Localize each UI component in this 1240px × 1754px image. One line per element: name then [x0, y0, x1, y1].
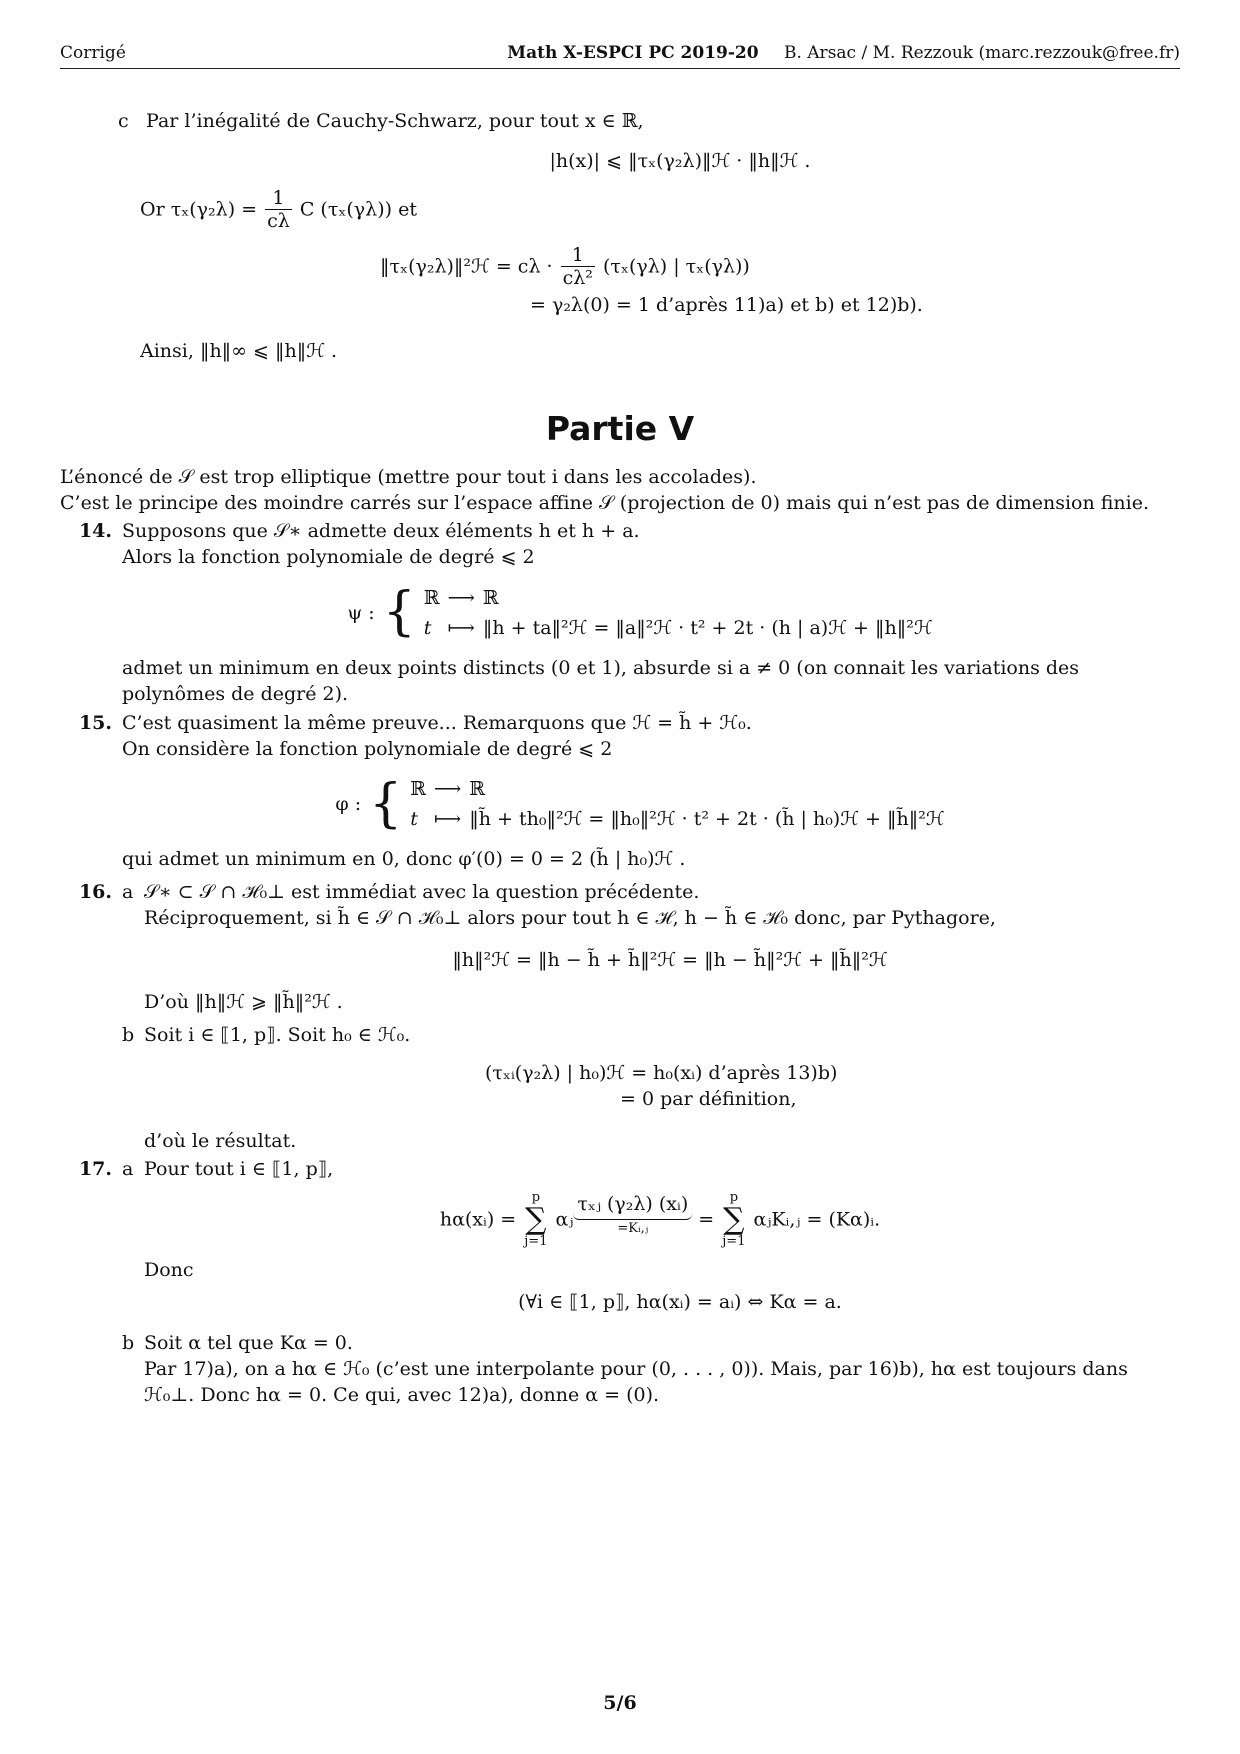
header-right — [507, 42, 1180, 65]
part-c-eq3: = γ₂λ(0) = 1 d’après 11)a) et b) et 12)b). — [530, 293, 923, 316]
q16-number: 16. — [78, 880, 112, 903]
q17-b-line1: Soit α tel que Kα = 0. — [144, 1331, 353, 1354]
sum-operator — [722, 1191, 745, 1250]
q16-a-line1: 𝒮∗ ⊂ 𝒮 ∩ ℋ₀⊥ est immédiat avec la question précédente. — [144, 880, 700, 903]
part-c-or-fraction — [265, 188, 292, 233]
q16-a-equation: ‖h‖²ℋ = ‖h − h̃ + h̃‖²ℋ = ‖h − h̃‖²ℋ + ‖h̃‖²ℋ — [452, 949, 888, 972]
question-17 — [60, 1156, 1180, 1408]
q14-codomain: ℝ — [482, 586, 499, 609]
sum-lower-limit: j=1 — [524, 1233, 548, 1249]
q17-a-equation — [60, 1191, 1180, 1250]
q17-a-eq-equals: = — [698, 1207, 715, 1230]
q15-phi-label: φ : — [335, 793, 362, 816]
left-brace-icon: { — [382, 582, 416, 643]
q17-a-eq2: (∀i ∈ ⟦1, p⟧, hα(xᵢ) = aᵢ) ⇔ Kα = a. — [518, 1291, 842, 1314]
q15-line2: On considère la fonction polynomiale de degré ⩽ 2 — [122, 737, 613, 760]
q17-a-line1: Pour tout i ∈ ⟦1, p⟧, — [144, 1158, 334, 1181]
q14-after: admet un minimum en deux points distincts (0 et 1), absurde si a ≠ 0 (on connait les variations des polynômes de degré 2). — [122, 657, 1080, 706]
underbrace — [573, 1191, 692, 1238]
sum-upper-limit: p — [531, 1189, 541, 1205]
q16-a-conclusion: D’où ‖h‖ℋ ⩾ ‖h̃‖²ℋ . — [144, 991, 343, 1014]
q14-expression: ‖h + ta‖²ℋ = ‖a‖²ℋ · t² + 2t · (h | a)ℋ + ‖h‖²ℋ — [482, 616, 933, 639]
intro-line-1: L’énoncé de 𝒮 est trop elliptique (mettre pour tout i dans les accolades). — [60, 465, 757, 488]
q15-domain: ℝ — [410, 777, 426, 800]
sum-upper-limit: p — [729, 1189, 739, 1205]
q14-line2: Alors la fonction polynomiale de degré ⩽ 2 — [122, 546, 535, 569]
q14-domain: ℝ — [423, 586, 440, 609]
q14-psi-definition — [60, 583, 1180, 643]
page-header — [60, 40, 1180, 69]
left-brace-icon: { — [369, 773, 403, 834]
q17-a-label: a — [122, 1158, 134, 1181]
part-c-eq2-rhs: (τₓ(γλ) | τₓ(γλ)) — [602, 255, 750, 278]
part-c-conclusion: Ainsi, ‖h‖∞ ⩽ ‖h‖ℋ . — [140, 340, 338, 363]
part-c-or-suffix: C (τₓ(γλ)) et — [299, 198, 417, 221]
q16-b-label: b — [122, 1023, 135, 1046]
q14-variable: t — [423, 616, 432, 639]
part-c-eq2-frac-den: cλ² — [562, 267, 593, 290]
q16-b-eq2: = 0 par définition, — [620, 1087, 797, 1110]
sum-operator — [524, 1191, 547, 1250]
q16-b-conclusion: d’où le résultat. — [144, 1130, 297, 1153]
part-c-label: c — [118, 110, 129, 132]
q15-variable: t — [410, 808, 418, 831]
part-c-or-prefix: Or τₓ(γ₂λ) = — [140, 198, 258, 221]
q15-expression: ‖h̃ + th₀‖²ℋ = ‖h₀‖²ℋ · t² + 2t · (h̃ | h₀)ℋ + ‖h̃‖²ℋ — [469, 808, 945, 831]
sigma-icon: ∑ — [723, 1201, 745, 1237]
q14-psi-label: ψ : — [347, 601, 375, 624]
question-15 — [60, 710, 1180, 873]
q17-a-eq-term2: αⱼKᵢ,ⱼ = (Kα)ᵢ. — [753, 1207, 881, 1230]
q17-b-label: b — [122, 1331, 135, 1354]
q17-a-eq-lhs: hα(xᵢ) = — [439, 1207, 517, 1230]
q15-mapsto: ⟼ — [434, 808, 462, 831]
part-c-or-frac-num: 1 — [265, 188, 292, 210]
part-c-or-frac-den: cλ — [267, 210, 290, 233]
part-c-intro: Par l’inégalité de Cauchy-Schwarz, pour tout x ∈ ℝ, — [146, 110, 644, 132]
q15-phi-definition — [60, 774, 1180, 834]
q14-line1: Supposons que 𝒮∗ admette deux éléments h et h + a. — [122, 520, 640, 543]
page-number: 5/6 — [603, 1692, 637, 1714]
sigma-icon: ∑ — [525, 1201, 547, 1237]
q14-arrow: ⟶ — [447, 586, 475, 609]
q16-b-line1: Soit i ∈ ⟦1, p⟧. Soit h₀ ∈ ℋ₀. — [144, 1023, 411, 1046]
part-c-or-line — [60, 188, 1180, 233]
q17-b-line2: Par 17)a), on a hα ∈ ℋ₀ (c’est une interpolante pour (0, . . . , 0)). Mais, par 16)b), hα est toujours dans ℋ₀⊥. Donc hα = 0. Ce qui, avec 12)a), donne α = (0). — [144, 1357, 1128, 1407]
page-content — [60, 108, 1180, 1408]
q16-b-eq1: (τₓᵢ(γ₂λ) | h₀)ℋ = h₀(xᵢ) d’après 13)b) — [485, 1061, 838, 1084]
section-title: Partie V — [545, 409, 695, 449]
question-16 — [60, 879, 1180, 1155]
part-c-eq2-lhs: ‖τₓ(γ₂λ)‖²ℋ = cλ · — [380, 255, 553, 278]
part-c — [60, 108, 1180, 364]
q15-after: qui admet un minimum en 0, donc φ′(0) = 0 = 2 (h̃ | h₀)ℋ . — [122, 848, 686, 871]
question-14 — [60, 518, 1180, 707]
header-left-label: Corrigé — [60, 43, 126, 63]
underbrace-expression: τₓⱼ (γ₂λ) (xᵢ) — [573, 1191, 692, 1220]
q14-number: 14. — [78, 520, 112, 543]
intro-line-2: C’est le principe des moindre carrés sur l’espace affine 𝒮 (projection de 0) mais qui n’est pas de dimension finie. — [60, 492, 1150, 514]
q15-arrow: ⟶ — [434, 777, 462, 800]
q16-a-line2: Réciproquement, si h̃ ∈ 𝒮 ∩ ℋ₀⊥ alors pour tout h ∈ ℋ, h − h̃ ∈ ℋ₀ donc, par Pythagore, — [144, 906, 996, 929]
q15-number: 15. — [78, 711, 112, 734]
q15-line1: C’est quasiment la même preuve... Remarquons que ℋ = h̃ + ℋ₀. — [122, 711, 752, 734]
header-title: Math X-ESPCI PC 2019-20 — [507, 43, 759, 63]
part-c-eq2 — [60, 245, 1180, 290]
q17-donc: Donc — [144, 1259, 194, 1282]
part-c-eq2-fraction — [561, 245, 595, 290]
q14-mapsto: ⟼ — [447, 616, 475, 639]
header-authors: B. Arsac / M. Rezzouk (marc.rezzouk@free.fr) — [783, 43, 1180, 63]
q17-a-eq-term: αⱼ — [555, 1207, 574, 1230]
q16-a-label: a — [122, 880, 134, 903]
sum-lower-limit: j=1 — [722, 1233, 746, 1249]
part-c-eq1: |h(x)| ⩽ ‖τₓ(γ₂λ)‖ℋ · ‖h‖ℋ . — [549, 150, 811, 173]
part-c-eq2-frac-num: 1 — [561, 245, 595, 267]
underbrace-label: =Kᵢ,ⱼ — [617, 1220, 649, 1236]
q17-number: 17. — [78, 1158, 112, 1181]
q15-codomain: ℝ — [469, 777, 486, 800]
